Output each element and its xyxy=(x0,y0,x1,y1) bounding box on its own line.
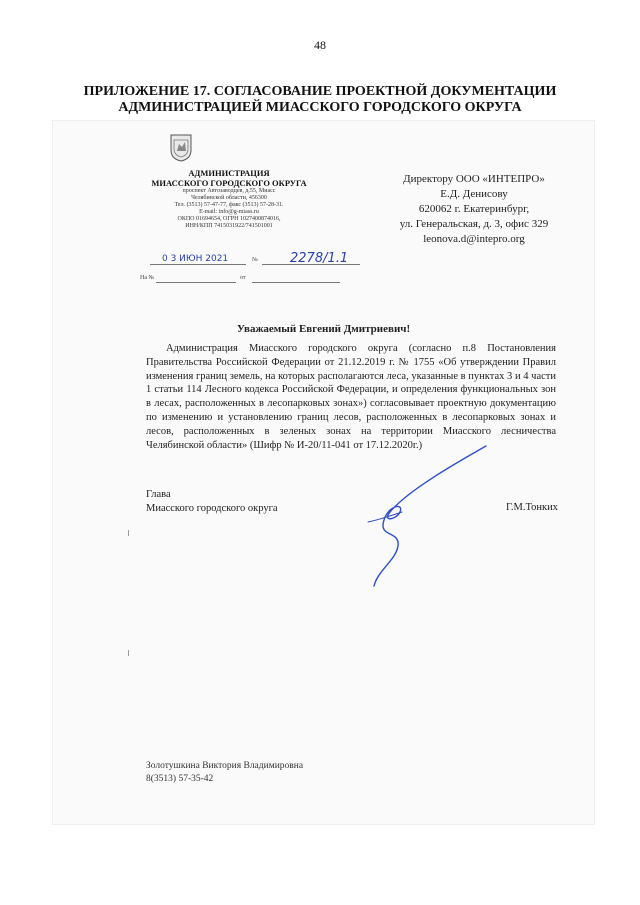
outgoing-number: 2278/1.1 xyxy=(290,251,349,266)
addressee-line1: Директору ООО «ИНТЕПРО» xyxy=(403,173,545,185)
addressee-line5: leonova.d@intepro.org xyxy=(423,233,525,245)
letter-body: Администрация Миасского городского округа (согласно п.8 Постановления Правительства Российской Федерации от 21.12.2019 г. № 1755 «Об утверждении Правил изменения границ земель, на которых располагаются леса, указанные в пунктах 3 и 4 части 1 статьи 114 Лесного кодекса Российской Федерации, и определения функциональных зон в лесах, расположенных в лесопарковых зонах») согласовывает проектную документацию по изменению и установлению границ лесов, расположенных в лесопарковых зонах и лесов, расположенных в зеленых зонах на территории Миасского лесничества Челябинской области» (Шифр № И-20/11-041 от 17.12.2020г.) xyxy=(146,343,556,451)
sender-address2: Челябинской области, 456300 xyxy=(191,195,267,201)
sender-org-line1: АДМИНИСТРАЦИЯ xyxy=(188,168,270,178)
signatory-position xyxy=(146,488,278,516)
outgoing-number-row xyxy=(140,251,362,267)
outgoing-number-label: № xyxy=(252,257,258,263)
sender-inn: ИНН/КПП 7415031922/741501001 xyxy=(185,223,273,229)
sender-org-line2: МИАССКОГО ГОРОДСКОГО ОКРУГА xyxy=(151,178,307,188)
executor-block xyxy=(146,760,303,786)
signatory-position-line1: Глава xyxy=(146,489,171,500)
appendix-title-line1: ПРИЛОЖЕНИЕ 17. СОГЛАСОВАНИЕ ПРОЕКТНОЙ ДОКУМЕНТАЦИИ xyxy=(83,84,557,99)
sender-okpo: ОКПО 01694654, ОГРН 1027400874016, xyxy=(177,216,281,222)
coat-of-arms-icon xyxy=(170,134,192,162)
signature-icon xyxy=(338,442,498,592)
sender-email: E-mail: info@g-miass.ru xyxy=(199,209,259,215)
executor-phone: 8(3513) 57-35-42 xyxy=(146,774,214,784)
sender-phone: Тел. (3513) 57-47-77, факс (3513) 57-28-31. xyxy=(174,202,284,208)
page-number: 48 xyxy=(314,38,326,52)
addressee-block xyxy=(364,172,584,247)
reference-date-label: от xyxy=(240,275,246,281)
addressee-line3: 620062 г. Екатеринбург, xyxy=(418,203,530,215)
sender-address1: проспект Автозаводцев, д.55, Миасс xyxy=(182,188,276,194)
signatory-position-line2: Миасского городского округа xyxy=(146,502,278,514)
signatory-name: Г.М.Тонких xyxy=(506,502,558,513)
addressee-line4: ул. Генеральская, д. 3, офис 329 xyxy=(399,218,549,230)
scanned-letter xyxy=(52,120,595,825)
appendix-title-line2: АДМИНИСТРАЦИЕЙ МИАССКОГО ГОРОДСКОГО ОКРУГА xyxy=(118,100,522,115)
executor-name: Золотушкина Виктория Владимировна xyxy=(146,761,304,771)
reference-label: На № xyxy=(140,275,155,281)
sender-block xyxy=(134,168,324,230)
appendix-title xyxy=(40,84,600,116)
outgoing-date: 0 3 ИЮН 2021 xyxy=(162,254,229,264)
addressee-line2: Е.Д. Денисову xyxy=(440,188,508,200)
salutation: Уважаемый Евгений Дмитриевич! xyxy=(236,323,411,335)
reference-row xyxy=(140,272,362,285)
